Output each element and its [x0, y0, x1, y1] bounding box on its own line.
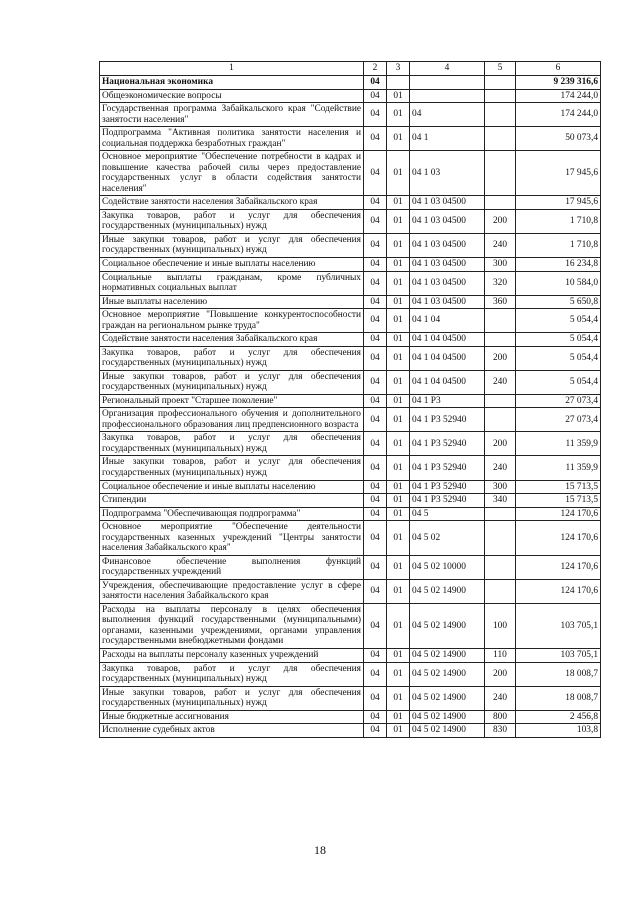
row-subsection: 01: [387, 494, 410, 508]
row-name: Общеэкономические вопросы: [100, 89, 364, 103]
row-amount: 17 945,6: [516, 151, 601, 196]
row-name: Иные закупки товаров, работ и услуг для обеспечения государственных (муниципальных) нужд: [100, 233, 364, 257]
row-name: Исполнение судебных актов: [100, 724, 364, 738]
row-target-article: 04 5 02 14900: [410, 724, 485, 738]
row-subsection: 01: [387, 370, 410, 394]
row-target-article: 04 5 02 14900: [410, 579, 485, 603]
row-amount: 17 945,6: [516, 196, 601, 210]
row-name: Организация профессионального обучения и дополнительного профессионального образования лиц предпенсионного возраста: [100, 408, 364, 432]
row-name: Основное мероприятие "Обеспечение деятельности государственных казенных учреждений "Центры занятости населения Забайкальского края": [100, 521, 364, 556]
row-amount: 103,8: [516, 724, 601, 738]
row-section: 04: [364, 271, 387, 295]
row-amount: 103 705,1: [516, 603, 601, 648]
row-target-article: 04 1 03 04500: [410, 233, 485, 257]
row-section: 04: [364, 333, 387, 347]
row-target-article: 04 1 03: [410, 151, 485, 196]
row-amount: 15 713,5: [516, 494, 601, 508]
row-subsection: 01: [387, 127, 410, 151]
row-expense-type: [485, 309, 516, 333]
row-expense-type: [485, 521, 516, 556]
row-section: 04: [364, 432, 387, 456]
row-name: Содействие занятости населения Забайкальского края: [100, 196, 364, 210]
row-subsection: 01: [387, 555, 410, 579]
row-expense-type: [485, 333, 516, 347]
row-target-article: 04 1 04 04500: [410, 333, 485, 347]
row-expense-type: [485, 103, 516, 127]
table-row: [100, 579, 601, 603]
row-target-article: 04 5: [410, 507, 485, 521]
table-row: [100, 432, 601, 456]
row-subsection: 01: [387, 507, 410, 521]
row-subsection: 01: [387, 521, 410, 556]
row-name: Финансовое обеспечение выполнения функций государственных учреждений: [100, 555, 364, 579]
row-target-article: 04 1 04: [410, 309, 485, 333]
row-section: 04: [364, 724, 387, 738]
row-subsection: 01: [387, 456, 410, 480]
row-subsection: 01: [387, 103, 410, 127]
table-row: [100, 408, 601, 432]
row-expense-type: 360: [485, 295, 516, 309]
row-target-article: 04 1 P3: [410, 394, 485, 408]
table-row: [100, 710, 601, 724]
row-expense-type: 200: [485, 346, 516, 370]
row-subsection: 01: [387, 257, 410, 271]
row-expense-type: [485, 408, 516, 432]
table-row: [100, 480, 601, 494]
row-target-article: 04 1 P3 52940: [410, 408, 485, 432]
row-section: 04: [364, 603, 387, 648]
row-name: Национальная экономика: [100, 76, 364, 90]
row-target-article: 04 5 02 14900: [410, 710, 485, 724]
row-amount: 10 584,0: [516, 271, 601, 295]
table-body: [100, 76, 601, 738]
row-subsection: 01: [387, 151, 410, 196]
row-expense-type: [485, 127, 516, 151]
row-subsection: 01: [387, 408, 410, 432]
row-section: 04: [364, 555, 387, 579]
row-section: 04: [364, 521, 387, 556]
table-row: [100, 209, 601, 233]
table-row: [100, 127, 601, 151]
row-name: Стипендии: [100, 494, 364, 508]
row-name: Подпрограмма "Обеспечивающая подпрограмма": [100, 507, 364, 521]
row-subsection: 01: [387, 432, 410, 456]
table-row: [100, 333, 601, 347]
row-section: 04: [364, 394, 387, 408]
row-expense-type: 800: [485, 710, 516, 724]
row-name: Иные бюджетные ассигнования: [100, 710, 364, 724]
row-name: Социальное обеспечение и иные выплаты населению: [100, 257, 364, 271]
row-name: Расходы на выплаты персоналу в целях обеспечения выполнения функций государственными (муниципальными) органами, казенными учреждениями, органами управления государственными внебюджетными фондами: [100, 603, 364, 648]
row-target-article: [410, 76, 485, 90]
row-expense-type: 300: [485, 480, 516, 494]
row-section: 04: [364, 257, 387, 271]
table-row: [100, 555, 601, 579]
row-name: Социальные выплаты гражданам, кроме публичных нормативных социальных выплат: [100, 271, 364, 295]
row-section: 04: [364, 370, 387, 394]
row-subsection: 01: [387, 480, 410, 494]
row-name: Иные выплаты населению: [100, 295, 364, 309]
row-subsection: [387, 76, 410, 90]
table-row: [100, 394, 601, 408]
row-target-article: 04 1 P3 52940: [410, 480, 485, 494]
row-subsection: 01: [387, 196, 410, 210]
row-amount: 11 359,9: [516, 456, 601, 480]
row-amount: 124 170,6: [516, 507, 601, 521]
row-name: Закупка товаров, работ и услуг для обеспечения государственных (муниципальных) нужд: [100, 209, 364, 233]
row-target-article: [410, 89, 485, 103]
row-expense-type: 300: [485, 257, 516, 271]
row-expense-type: 200: [485, 209, 516, 233]
row-amount: 27 073,4: [516, 408, 601, 432]
row-section: 04: [364, 710, 387, 724]
row-section: 04: [364, 408, 387, 432]
row-expense-type: 200: [485, 432, 516, 456]
row-amount: 5 054,4: [516, 333, 601, 347]
row-target-article: 04 1 P3 52940: [410, 432, 485, 456]
row-section: 04: [364, 309, 387, 333]
row-amount: 174 244,0: [516, 103, 601, 127]
row-section: 04: [364, 480, 387, 494]
row-amount: 124 170,6: [516, 579, 601, 603]
row-amount: 5 054,4: [516, 346, 601, 370]
row-section: 04: [364, 151, 387, 196]
table-row: [100, 370, 601, 394]
row-expense-type: 200: [485, 662, 516, 686]
row-amount: 18 008,7: [516, 686, 601, 710]
row-subsection: 01: [387, 603, 410, 648]
row-amount: 5 650,8: [516, 295, 601, 309]
table-row: [100, 648, 601, 662]
row-subsection: 01: [387, 579, 410, 603]
row-section: 04: [364, 494, 387, 508]
row-target-article: 04 1 P3 52940: [410, 494, 485, 508]
row-subsection: 01: [387, 662, 410, 686]
row-subsection: 01: [387, 209, 410, 233]
row-name: Иные закупки товаров, работ и услуг для обеспечения государственных (муниципальных) нужд: [100, 456, 364, 480]
row-name: Подпрограмма "Активная политика занятости населения и социальная поддержка безработных граждан": [100, 127, 364, 151]
row-expense-type: 240: [485, 456, 516, 480]
row-section: 04: [364, 662, 387, 686]
row-subsection: 01: [387, 309, 410, 333]
row-section: 04: [364, 233, 387, 257]
row-section: 04: [364, 507, 387, 521]
row-target-article: 04 5 02 14900: [410, 686, 485, 710]
row-expense-type: 240: [485, 370, 516, 394]
table-row: [100, 662, 601, 686]
budget-table: [99, 61, 601, 738]
row-target-article: 04 1 P3 52940: [410, 456, 485, 480]
row-expense-type: 240: [485, 233, 516, 257]
row-target-article: 04 1: [410, 127, 485, 151]
row-amount: 16 234,8: [516, 257, 601, 271]
row-name: Содействие занятости населения Забайкальского края: [100, 333, 364, 347]
row-subsection: 01: [387, 233, 410, 257]
header-col-5: 5: [485, 62, 516, 76]
row-expense-type: [485, 555, 516, 579]
row-name: Закупка товаров, работ и услуг для обеспечения государственных (муниципальных) нужд: [100, 432, 364, 456]
row-name: Социальное обеспечение и иные выплаты населению: [100, 480, 364, 494]
row-target-article: 04 5 02 14900: [410, 648, 485, 662]
row-subsection: 01: [387, 346, 410, 370]
row-subsection: 01: [387, 724, 410, 738]
row-target-article: 04 1 03 04500: [410, 257, 485, 271]
table-row: [100, 507, 601, 521]
row-subsection: 01: [387, 333, 410, 347]
row-name: Закупка товаров, работ и услуг для обеспечения государственных (муниципальных) нужд: [100, 346, 364, 370]
row-amount: 1 710,8: [516, 209, 601, 233]
row-subsection: 01: [387, 648, 410, 662]
row-section: 04: [364, 346, 387, 370]
row-amount: 27 073,4: [516, 394, 601, 408]
row-section: 04: [364, 209, 387, 233]
row-target-article: 04 1 03 04500: [410, 209, 485, 233]
row-target-article: 04 1 03 04500: [410, 295, 485, 309]
row-target-article: 04 1 03 04500: [410, 271, 485, 295]
row-target-article: 04 5 02 14900: [410, 603, 485, 648]
row-expense-type: 320: [485, 271, 516, 295]
table-row: [100, 151, 601, 196]
row-section: 04: [364, 76, 387, 90]
row-amount: 124 170,6: [516, 521, 601, 556]
table-row: [100, 196, 601, 210]
table-row: [100, 271, 601, 295]
row-section: 04: [364, 196, 387, 210]
row-section: 04: [364, 579, 387, 603]
row-amount: 124 170,6: [516, 555, 601, 579]
row-name: Иные закупки товаров, работ и услуг для обеспечения государственных (муниципальных) нужд: [100, 686, 364, 710]
table-header-row: [100, 62, 601, 76]
table-row: [100, 521, 601, 556]
row-expense-type: [485, 394, 516, 408]
row-name: Основное мероприятие "Обеспечение потребности в кадрах и повышение качества рабочей силы через предоставление государственных услуг в области содействия занятости населения": [100, 151, 364, 196]
row-section: 04: [364, 295, 387, 309]
header-col-6: 6: [516, 62, 601, 76]
row-expense-type: 340: [485, 494, 516, 508]
table-row: [100, 89, 601, 103]
row-subsection: 01: [387, 89, 410, 103]
page-number: 18: [314, 843, 326, 857]
row-name: Закупка товаров, работ и услуг для обеспечения государственных (муниципальных) нужд: [100, 662, 364, 686]
header-col-3: 3: [387, 62, 410, 76]
row-expense-type: [485, 151, 516, 196]
row-name: Иные закупки товаров, работ и услуг для обеспечения государственных (муниципальных) нужд: [100, 370, 364, 394]
row-expense-type: 110: [485, 648, 516, 662]
row-name: Расходы на выплаты персоналу казенных учреждений: [100, 648, 364, 662]
row-section: 04: [364, 127, 387, 151]
header-col-4: 4: [410, 62, 485, 76]
row-expense-type: [485, 579, 516, 603]
header-col-1: 1: [100, 62, 364, 76]
table-row: [100, 346, 601, 370]
row-subsection: 01: [387, 394, 410, 408]
row-amount: 5 054,4: [516, 370, 601, 394]
row-name: Региональный проект "Старшее поколение": [100, 394, 364, 408]
row-expense-type: [485, 196, 516, 210]
row-section: 04: [364, 648, 387, 662]
row-target-article: 04 5 02 10000: [410, 555, 485, 579]
row-name: Государственная программа Забайкальского края "Содействие занятости населения": [100, 103, 364, 127]
row-amount: 15 713,5: [516, 480, 601, 494]
row-name: Основное мероприятие "Повышение конкурентоспособности граждан на региональном рынке труда": [100, 309, 364, 333]
table-row: [100, 103, 601, 127]
row-expense-type: 100: [485, 603, 516, 648]
row-amount: 2 456,8: [516, 710, 601, 724]
row-section: 04: [364, 89, 387, 103]
row-target-article: 04 1 04 04500: [410, 370, 485, 394]
table-row: [100, 686, 601, 710]
row-target-article: 04 1 03 04500: [410, 196, 485, 210]
row-section: 04: [364, 686, 387, 710]
row-expense-type: [485, 76, 516, 90]
row-amount: 9 239 316,6: [516, 76, 601, 90]
row-amount: 50 073,4: [516, 127, 601, 151]
table-row: [100, 494, 601, 508]
row-expense-type: [485, 89, 516, 103]
row-subsection: 01: [387, 271, 410, 295]
row-expense-type: 830: [485, 724, 516, 738]
row-expense-type: [485, 507, 516, 521]
table-row: [100, 724, 601, 738]
row-target-article: 04: [410, 103, 485, 127]
row-amount: 11 359,9: [516, 432, 601, 456]
table-row: [100, 257, 601, 271]
row-expense-type: 240: [485, 686, 516, 710]
row-subsection: 01: [387, 710, 410, 724]
row-name: Учреждения, обеспечивающие предоставление услуг в сфере занятости населения Забайкальского края: [100, 579, 364, 603]
row-section: 04: [364, 103, 387, 127]
row-subsection: 01: [387, 686, 410, 710]
row-subsection: 01: [387, 295, 410, 309]
row-target-article: 04 1 04 04500: [410, 346, 485, 370]
table-row: [100, 456, 601, 480]
table-row: [100, 76, 601, 90]
row-section: 04: [364, 456, 387, 480]
row-amount: 1 710,8: [516, 233, 601, 257]
row-target-article: 04 5 02 14900: [410, 662, 485, 686]
header-col-2: 2: [364, 62, 387, 76]
table-row: [100, 233, 601, 257]
row-amount: 5 054,4: [516, 309, 601, 333]
row-target-article: 04 5 02: [410, 521, 485, 556]
table-row: [100, 309, 601, 333]
row-amount: 174 244,0: [516, 89, 601, 103]
table-row: [100, 295, 601, 309]
row-amount: 18 008,7: [516, 662, 601, 686]
table-row: [100, 603, 601, 648]
row-amount: 103 705,1: [516, 648, 601, 662]
